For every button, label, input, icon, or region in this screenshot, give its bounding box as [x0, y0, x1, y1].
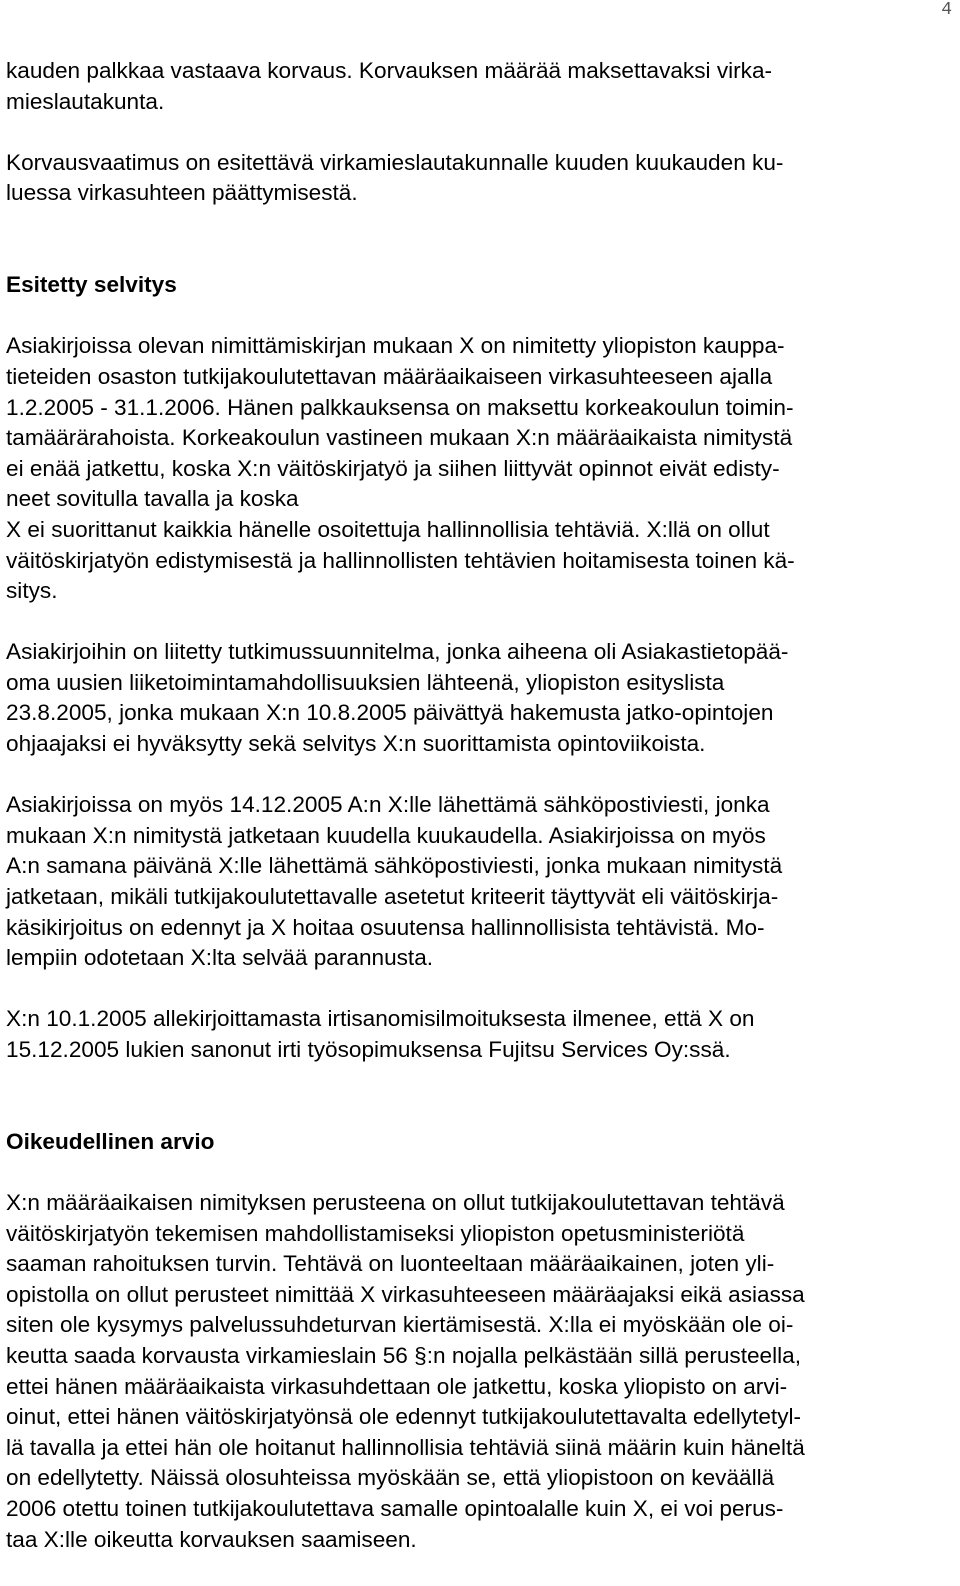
document-body [6, 56, 956, 1586]
spacer [6, 1096, 956, 1127]
text-line: taa X:lle oikeutta korvauksen saamiseen. [6, 1526, 417, 1552]
paragraph-selvitys-4 [6, 1004, 956, 1065]
text-line: Asiakirjoissa olevan nimittämiskirjan mukaan X on nimitetty yliopiston kauppa- [6, 333, 785, 359]
text-line: 15.12.2005 lukien sanonut irti työsopimuksensa Fujitsu Services Oy:ssä. [6, 1037, 731, 1062]
text-line: ettei hänen määräaikaista virkasuhdettaan ole jatkettu, koska yliopisto on arvi- [6, 1373, 788, 1399]
paragraph-selvitys-2 [6, 637, 956, 759]
paragraph-arvio-1 [6, 1188, 956, 1555]
section-heading-esitetty-selvitys: Esitetty selvitys [6, 272, 177, 298]
text-line: siten ole kysymys palvelussuhdeturvan kiertämisestä. X:lla ei myöskään ole oi- [6, 1312, 794, 1338]
text-line: sitys. [6, 578, 58, 604]
text-line: keutta saada korvausta virkamieslain 56 §:n nojalla pelkästään sillä perusteella, [6, 1342, 802, 1368]
text-line: 2006 otettu toinen tutkijakoulutettava samalle opintoalalle kuin X, ei voi perus- [6, 1495, 784, 1521]
section-heading-oikeudellinen-arvio: Oikeudellinen arvio [6, 1128, 215, 1154]
text-line: on edellytetty. Näissä olosuhteissa myöskään se, että yliopistoon on keväällä [6, 1465, 775, 1491]
text-line: Asiakirjoissa on myös 14.12.2005 A:n X:lle lähettämä sähköpostiviesti, jonka [6, 792, 770, 818]
text-line: saaman rahoituksen turvin. Tehtävä on luonteeltaan määräaikainen, joten yli- [6, 1251, 775, 1277]
text-line: ohjaajaksi ei hyväksytty sekä selvitys X:n suorittamista opintoviikoista. [6, 731, 706, 757]
text-line: lempiin odotetaan X:lta selvää parannusta. [6, 945, 434, 971]
text-line: X:n 10.1.2005 allekirjoittamasta irtisanomisilmoituksesta ilmenee, että X on [6, 1006, 755, 1032]
text-line: 23.8.2005, jonka mukaan X:n 10.8.2005 päivättyä hakemusta jatko-opintojen [6, 700, 774, 726]
text-line: käsikirjoitus on edennyt ja X hoitaa osuutensa hallinnollisista tehtävistä. Mo- [6, 914, 765, 940]
paragraph-intro-1 [6, 56, 956, 117]
paragraph-intro-2 [6, 148, 956, 209]
text-line: väitöskirjatyön edistymisestä ja hallinnollisten tehtävien hoitamisesta toinen kä- [6, 547, 795, 573]
paragraph-selvitys-1 [6, 331, 956, 606]
text-line: mieslautakunta. [6, 88, 165, 114]
text-line: 1.2.2005 - 31.1.2006. Hänen palkkauksensa on maksettu korkeakoulun toimin- [6, 394, 794, 420]
spacer [6, 240, 956, 271]
text-line: kauden palkkaa vastaava korvaus. Korvauksen määrää maksettavaksi virka- [6, 58, 773, 83]
text-line: jatketaan, mikäli tutkijakoulutettavalle asetetut kriteerit täyttyvät eli väitöskirja- [6, 884, 779, 910]
text-line: tieteiden osaston tutkijakoulutettavan määräaikaiseen virkasuhteeseen ajalla [6, 363, 773, 389]
page-number: 4 [941, 0, 952, 20]
text-line: ei enää jatkettu, koska X:n väitöskirjatyö ja siihen liittyvät opinnot eivät edisty- [6, 455, 780, 481]
text-line: luessa virkasuhteen päättymisestä. [6, 180, 358, 206]
text-line: tamäärärahoista. Korkeakoulun vastineen mukaan X:n määräaikaista nimitystä [6, 425, 793, 451]
text-line: Korvausvaatimus on esitettävä virkamieslautakunnalle kuuden kuukauden ku- [6, 149, 784, 175]
text-line: lä tavalla ja ettei hän ole hoitanut hallinnollisia tehtäviä siinä määrin kuin häneltä [6, 1434, 805, 1460]
text-line: oinut, ettei hänen väitöskirjatyönsä ole edennyt tutkijakoulutettavalta edellytetyl- [6, 1404, 802, 1430]
text-line: oma uusien liiketoimintamahdollisuuksien lähteenä, yliopiston esityslista [6, 669, 725, 695]
paragraph-selvitys-3 [6, 790, 956, 974]
text-line: mukaan X:n nimitystä jatketaan kuudella kuukaudella. Asiakirjoissa on myös [6, 822, 766, 848]
text-line: neet sovitulla tavalla ja koska [6, 486, 299, 512]
text-line: väitöskirjatyön tekemisen mahdollistamiseksi yliopiston opetusministeriötä [6, 1220, 745, 1246]
text-line: X ei suorittanut kaikkia hänelle osoitettuja hallinnollisia tehtäviä. X:llä on ollut [6, 516, 770, 542]
text-line: opistolla on ollut perusteet nimittää X virkasuhteeseen määräajaksi eikä asiassa [6, 1281, 805, 1307]
text-line: A:n samana päivänä X:lle lähettämä sähköpostiviesti, jonka mukaan nimitystä [6, 853, 783, 879]
text-line: Asiakirjoihin on liitetty tutkimussuunnitelma, jonka aiheena oli Asiakastietopää- [6, 639, 789, 665]
text-line: X:n määräaikaisen nimityksen perusteena on ollut tutkijakoulutettavan tehtävä [6, 1189, 785, 1215]
